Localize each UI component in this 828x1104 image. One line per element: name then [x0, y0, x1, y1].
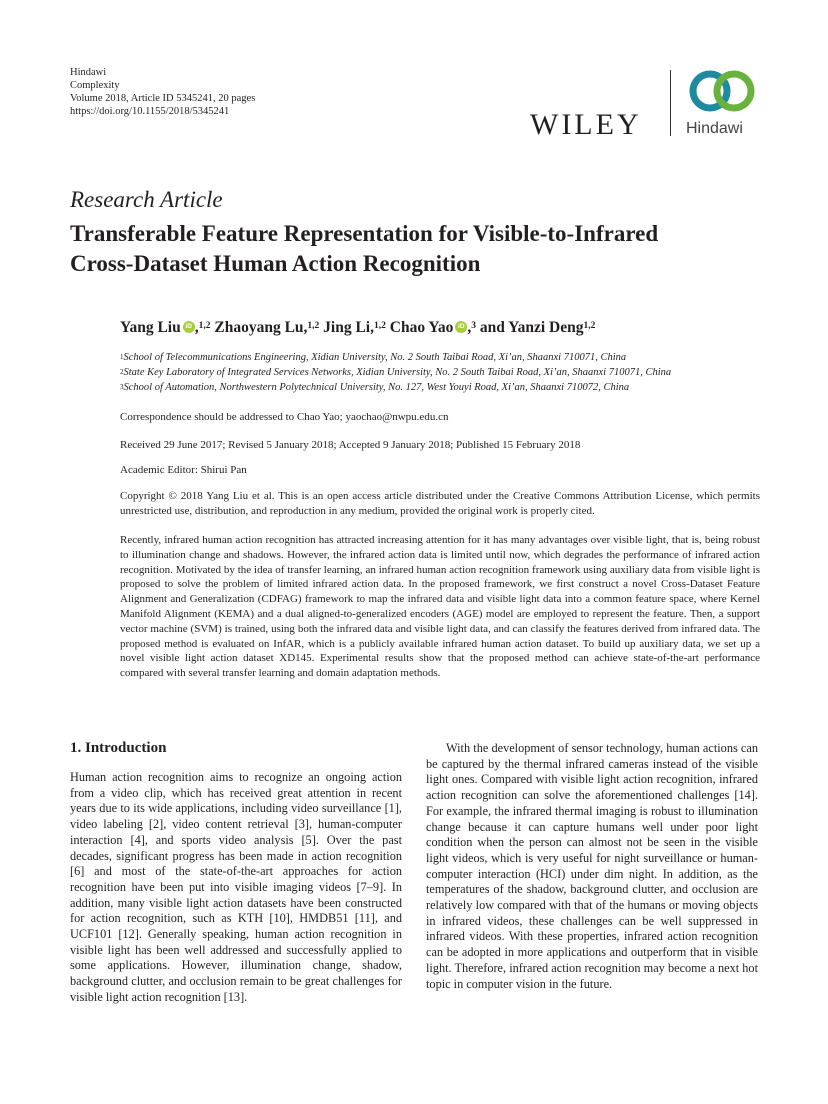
author-affiliation-sup: 3 [471, 321, 476, 331]
affiliation-item [120, 350, 671, 365]
copyright-notice: Copyright © 2018 Yang Liu et al. This is an open access article distributed under the Creative Commons Attribution License, which permits unrestricted use, distribution, and reproduction in any medium, provided the original work is properly cited. [120, 490, 760, 517]
journal-publisher: Hindawi [70, 67, 107, 78]
affiliation-number: 3 [120, 383, 124, 391]
affiliation-number: 1 [120, 353, 124, 361]
logo-divider [670, 70, 671, 136]
journal-name: Complexity [70, 80, 120, 91]
author-affiliation-sup: 1,2 [307, 321, 320, 331]
journal-info [70, 66, 255, 118]
paper-title [70, 219, 770, 279]
section-heading-introduction: 1. Introduction [70, 740, 167, 756]
abstract: Recently, infrared human action recognition has attracted increasing attention for it has many advantages over visible light, that is, being robust to illumination change and shadows. However, the infrared action data is limited until now, which degrades the performance of infrared action recognition. Motivated by the idea of transfer learning, an infrared human action recognition framework using auxiliary data from visible light is proposed to solve the problem of limited infrared action data. In the proposed framework, we first construct a novel Cross-Dataset Feature Alignment and Generalization (CDFAG) framework to map the infrared data and visible light data into a common feature space, where Kernel Manifold Alignment (KEMA) and a dual aligned-to-generalized encoders (AGE) model are employed to represent the feature. Then, a support vector machine (SVM) is trained, using both the infrared data and visible light data, and can classify the features derived from infrared data. The proposed method is evaluated on InfAR, which is a publicly available infrared human action dataset. To build up auxiliary data, we set up a novel visible light action dataset XD145. Experimental results show that the proposed method can achieve state-of-the-art performance compared with several transfer learning and domain adaptation methods. [120, 534, 760, 680]
affiliations [120, 350, 671, 395]
affiliation-item [120, 365, 671, 380]
affiliation-text: State Key Laboratory of Integrated Services Networks, Xidian University, No. 2 South Taibai Road, Xi’an, Shaanxi 710071, China [123, 367, 672, 378]
article-type: Research Article [70, 187, 223, 212]
publication-dates: Received 29 June 2017; Revised 5 January 2018; Accepted 9 January 2018; Published 15 February 2018 [120, 439, 581, 451]
author-list: Yang Liu iD ,$^{1,2}$ Zhaoyang Lu,$^{1,2}$ Jing Li,$^{1,2}$ Chao Yao iD ,$^3$ and Yanzi Deng$^{1,2}$ [120, 319, 596, 336]
academic-editor: Academic Editor: Shirui Pan [120, 464, 247, 476]
author-name[interactable]: Jing Li, [323, 319, 374, 336]
hindawi-logo-text: Hindawi [686, 120, 743, 137]
intro-paragraph: With the development of sensor technology, human actions can be captured by the thermal infrared cameras instead of the visible light ones. Compared with visible light action recognition, infrared action recognition can solve the aforementioned challenges [14]. For example, the infrared thermal imaging is robust to illumination change because it can capture humans well under poor light condition when the person can almost not be seen in the visible light videos, which is very useful for night surveillance or human-computer interaction (HCI) under dim night. In addition, as the temperatures of the shadow, background clutter, and occlusion are relatively low compared with that of the humans or moving objects in infrared videos, these challenges can be well suppressed in infrared videos. With these properties, infrared action recognition can be adopted in more applications and outperform that in visible light. Therefore, infrared action recognition may become a next hot topic in computer vision in the future. [426, 741, 758, 991]
journal-doi[interactable]: https://doi.org/10.1155/2018/5345241 [70, 106, 230, 117]
author-affiliation-sup: 1,2 [374, 321, 386, 331]
hindawi-logo-icon [684, 66, 760, 116]
author-affiliation-sup: 1,2 [583, 321, 596, 331]
orcid-icon[interactable]: iD [183, 321, 195, 333]
affiliation-number: 2 [120, 368, 124, 376]
affiliation-text: School of Telecommunications Engineering, Xidian University, No. 2 South Taibai Road, Xi’an, Shaanxi 710071, China [123, 352, 627, 363]
title-line-1: Transferable Feature Representation for Visible-to-Infrared [70, 221, 659, 246]
wiley-logo: WILEY [530, 108, 642, 141]
journal-volume: Volume 2018, Article ID 5345241, 20 pages [70, 93, 256, 104]
title-line-2: Cross-Dataset Human Action Recognition [70, 251, 481, 276]
affiliation-text: School of Automation, Northwestern Polytechnical University, No. 127, West Youyi Road, Xi’an, Shaanxi 710072, China [123, 382, 630, 393]
author-name[interactable]: Yang Liu [120, 319, 181, 336]
affiliation-item [120, 380, 671, 395]
orcid-icon[interactable]: iD [455, 321, 467, 333]
author-name[interactable]: and Yanzi Deng [479, 319, 584, 336]
author-affiliation-sup: 1,2 [198, 321, 211, 331]
intro-left-column: Human action recognition aims to recognize an ongoing action from a video clip, which has received great attention in recent years due to its wide applications, including video surveillance [1], video labeling [2], video content retrieval [3], human-computer interaction [4], and sports video analysis [5]. Over the past decades, significant progress has been made in action recognition [6] and most of the state-of-the-art approaches for action recognition have been put into visible imaging videos [7–9]. In addition, many visible light action datasets have been constructed for action recognition, such as KTH [10], HMDB51 [11], and UCF101 [12]. Generally speaking, human action recognition in visible light has been well addressed and successfully applied to some applications. However, illumination change, shadow, background clutter, and occlusion remain to be great challenges for visible light action recognition [13]. [70, 770, 402, 1004]
correspondence: Correspondence should be addressed to Chao Yao; yaochao@nwpu.edu.cn [120, 411, 449, 423]
author-name[interactable]: Zhaoyang Lu, [214, 319, 308, 336]
intro-right-column [426, 741, 758, 992]
author-name[interactable]: Chao Yao [389, 319, 454, 336]
